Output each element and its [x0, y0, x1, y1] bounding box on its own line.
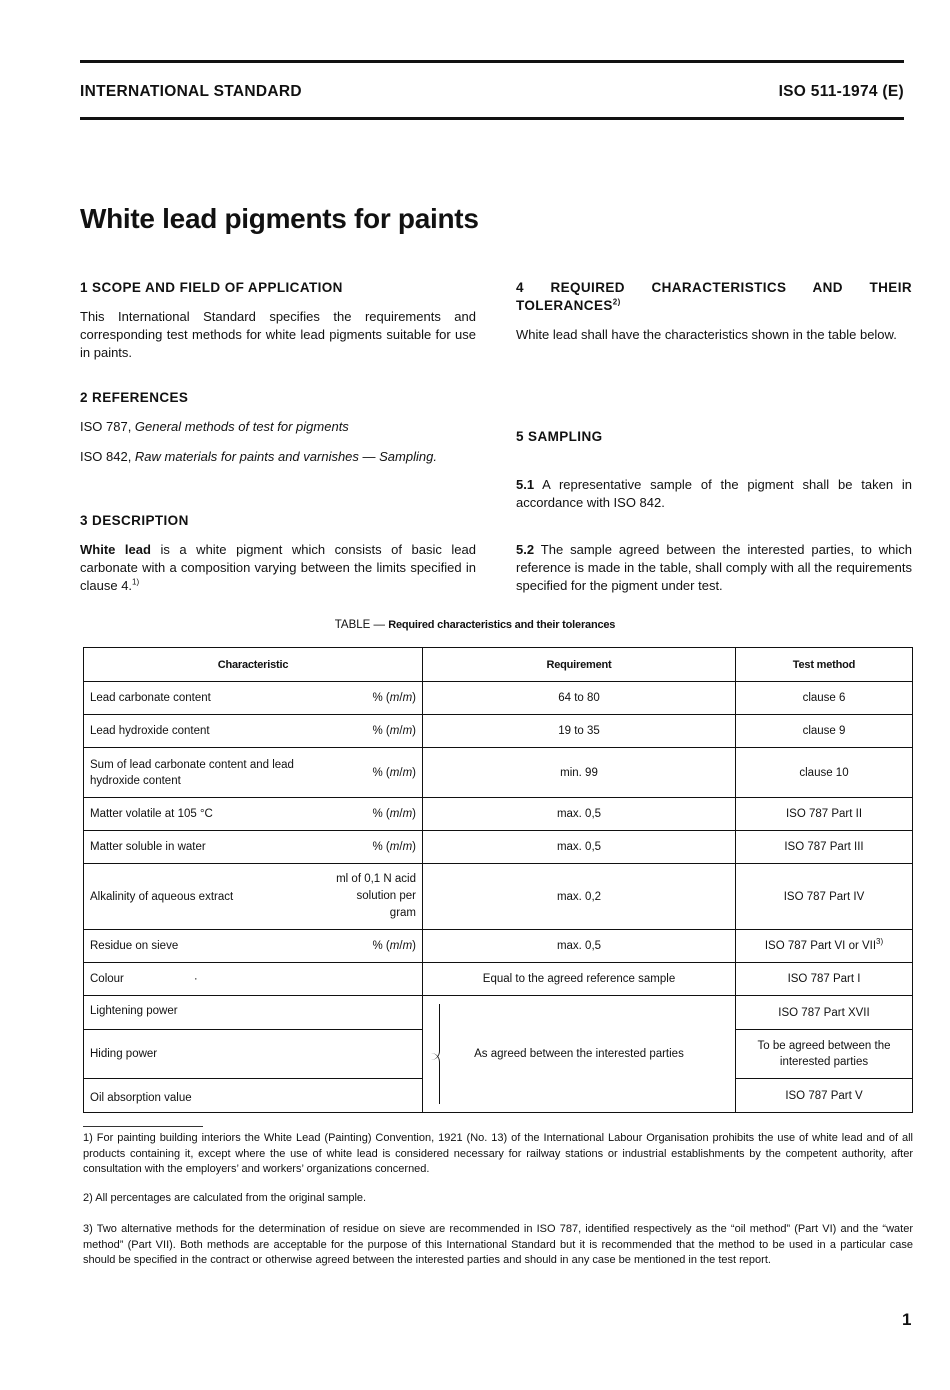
test-method: ISO 787 Part IV	[736, 864, 913, 930]
document-title: White lead pigments for paints	[80, 203, 479, 234]
footnote-ref: 2)	[612, 297, 621, 307]
header-bottom-rule	[80, 117, 904, 120]
characteristic: Oil absorption value	[84, 1079, 423, 1113]
brace-icon	[431, 1004, 440, 1060]
requirement: Equal to the agreed reference sample	[423, 963, 736, 996]
table-row	[84, 996, 913, 1030]
requirement: min. 99	[423, 748, 736, 798]
test-method: ISO 787 Part II	[736, 798, 913, 831]
section-5-heading: 5 SAMPLING	[516, 429, 603, 444]
table-row	[84, 682, 913, 715]
col-header-test-method: Test method	[736, 648, 913, 682]
clause-number: 5.2	[516, 542, 535, 557]
reference-iso-842	[80, 448, 476, 466]
section-4-body: White lead shall have the characteristics shown in the table below.	[516, 327, 897, 342]
section-3-body	[80, 541, 476, 595]
header-right: ISO 511-1974 (E)	[778, 83, 904, 100]
requirement: max. 0,2	[423, 864, 736, 930]
reference-title: Raw materials for paints and varnishes — Sampling.	[134, 449, 437, 464]
requirement: As agreed between the interested parties	[474, 1048, 684, 1060]
footnote-ref: 1)	[132, 577, 140, 587]
characteristic: Lead carbonate content	[90, 692, 211, 704]
col-header-characteristic: Characteristic	[84, 648, 423, 682]
characteristic: Alkalinity of aqueous extract	[90, 890, 234, 903]
table-caption-text: Required characteristics and their tolerances	[388, 619, 616, 631]
table-caption-prefix: TABLE —	[334, 619, 389, 631]
table-row	[84, 930, 913, 963]
requirement: 64 to 80	[423, 682, 736, 715]
clause-text: The sample agreed between the interested parties, to which reference is made in the table, shall comply with all the requirements specified for the pigment under test.	[516, 542, 912, 593]
table-row	[84, 963, 913, 996]
characteristic: Lead hydroxide content	[90, 725, 210, 737]
table-row	[84, 831, 913, 864]
table-caption	[0, 619, 950, 631]
test-method-text: ISO 787 Part VI or VII	[764, 940, 877, 952]
unit: ml of 0,1 N acid solution per gram	[336, 873, 416, 919]
characteristic: Colour	[90, 973, 124, 985]
clause-number: 5.1	[516, 477, 535, 492]
stray-dot: ·	[193, 973, 198, 985]
unit: % (m/m)	[372, 766, 416, 779]
section-4-heading-text: 4 REQUIRED CHARACTERISTICS AND THEIR TOLERANCES	[516, 280, 912, 313]
test-method: ISO 787 Part III	[736, 831, 913, 864]
section-2-heading: 2 REFERENCES	[80, 390, 189, 405]
table-row	[84, 715, 913, 748]
characteristic: Sum of lead carbonate content and lead hydroxide content	[90, 758, 294, 787]
section-3-text: is a white pigment which consists of basic lead carbonate with a composition varying between the limits specified in clause 4.	[80, 542, 476, 593]
characteristic: Matter volatile at 105 °C	[90, 808, 213, 820]
test-method: clause 9	[736, 715, 913, 748]
test-method: ISO 787 Part V	[736, 1079, 913, 1113]
test-method: ISO 787 Part XVII	[736, 996, 913, 1030]
footnote-ref: 3)	[876, 937, 884, 947]
footnote-3: 3) Two alternative methods for the determination of residue on sieve are recommended in ISO 787, identified respectively as the “oil method” (Part VI) and the “water method” (Part VII). Both methods are acceptable for the purpose of this International Standard but it is recommended that the method to be used in a particular case should be specified in the contract or otherwise agreed between the interested parties and should in any case be mentioned in the test report.	[83, 1223, 913, 1266]
characteristic: Residue on sieve	[90, 940, 179, 952]
defined-term: White lead	[80, 542, 151, 557]
test-method: ISO 787 Part I	[736, 963, 913, 996]
clause-5-2	[516, 541, 912, 595]
characteristic: Matter soluble in water	[90, 841, 206, 853]
test-method: clause 6	[736, 682, 913, 715]
requirement: max. 0,5	[423, 798, 736, 831]
section-3-heading: 3 DESCRIPTION	[80, 513, 189, 528]
characteristics-table	[83, 647, 913, 1113]
table-header-row	[84, 648, 913, 682]
test-method: clause 10	[736, 748, 913, 798]
footnote-1: 1) For painting building interiors the White Lead (Painting) Convention, 1921 (No. 13) of the International Labour Organisation prohibits the use of white lead and of all products containing it, except where the use of white lead is considered necessary for railway stations or industrial establishments by the competent authority, after consultation with the employers’ and workers’ organizations concerned.	[83, 1132, 913, 1175]
requirement: 19 to 35	[423, 715, 736, 748]
requirement: max. 0,5	[423, 930, 736, 963]
unit: % (m/m)	[372, 725, 416, 737]
characteristic: Hiding power	[84, 1030, 423, 1079]
table-row	[84, 748, 913, 798]
table-row	[84, 864, 913, 930]
unit: % (m/m)	[372, 808, 416, 820]
section-4	[516, 279, 912, 344]
section-1-heading: 1 SCOPE AND FIELD OF APPLICATION	[80, 280, 343, 295]
table-row	[84, 798, 913, 831]
section-4-heading	[516, 279, 912, 315]
unit: % (m/m)	[372, 940, 416, 952]
unit: % (m/m)	[372, 692, 416, 704]
header-top-rule	[80, 60, 904, 63]
requirement: max. 0,5	[423, 831, 736, 864]
reference-code: ISO 787,	[80, 419, 135, 434]
section-5	[516, 428, 912, 595]
reference-code: ISO 842,	[80, 449, 135, 464]
footnote-2: 2) All percentages are calculated from the original sample.	[83, 1192, 367, 1204]
clause-text: A representative sample of the pigment shall be taken in accordance with ISO 842.	[516, 477, 912, 510]
section-2	[80, 389, 476, 466]
test-method: To be agreed between the interested parties	[736, 1030, 913, 1079]
col-header-requirement: Requirement	[423, 648, 736, 682]
brace-icon-lower	[431, 1053, 440, 1104]
header-left: INTERNATIONAL STANDARD	[80, 83, 302, 100]
characteristic: Lightening power	[84, 996, 423, 1030]
test-method	[736, 930, 913, 963]
section-1-body: This International Standard specifies the requirements and corresponding test methods for white lead pigments suitable for use in paints.	[80, 309, 476, 360]
reference-title: General methods of test for pigments	[134, 419, 349, 434]
unit: % (m/m)	[372, 841, 416, 853]
requirement-merged	[423, 996, 736, 1113]
section-1	[80, 279, 476, 362]
clause-5-1	[516, 476, 912, 512]
section-3	[80, 512, 476, 595]
footnote-rule	[83, 1126, 203, 1127]
page-number: 1	[902, 1310, 912, 1329]
reference-iso-787	[80, 418, 476, 436]
